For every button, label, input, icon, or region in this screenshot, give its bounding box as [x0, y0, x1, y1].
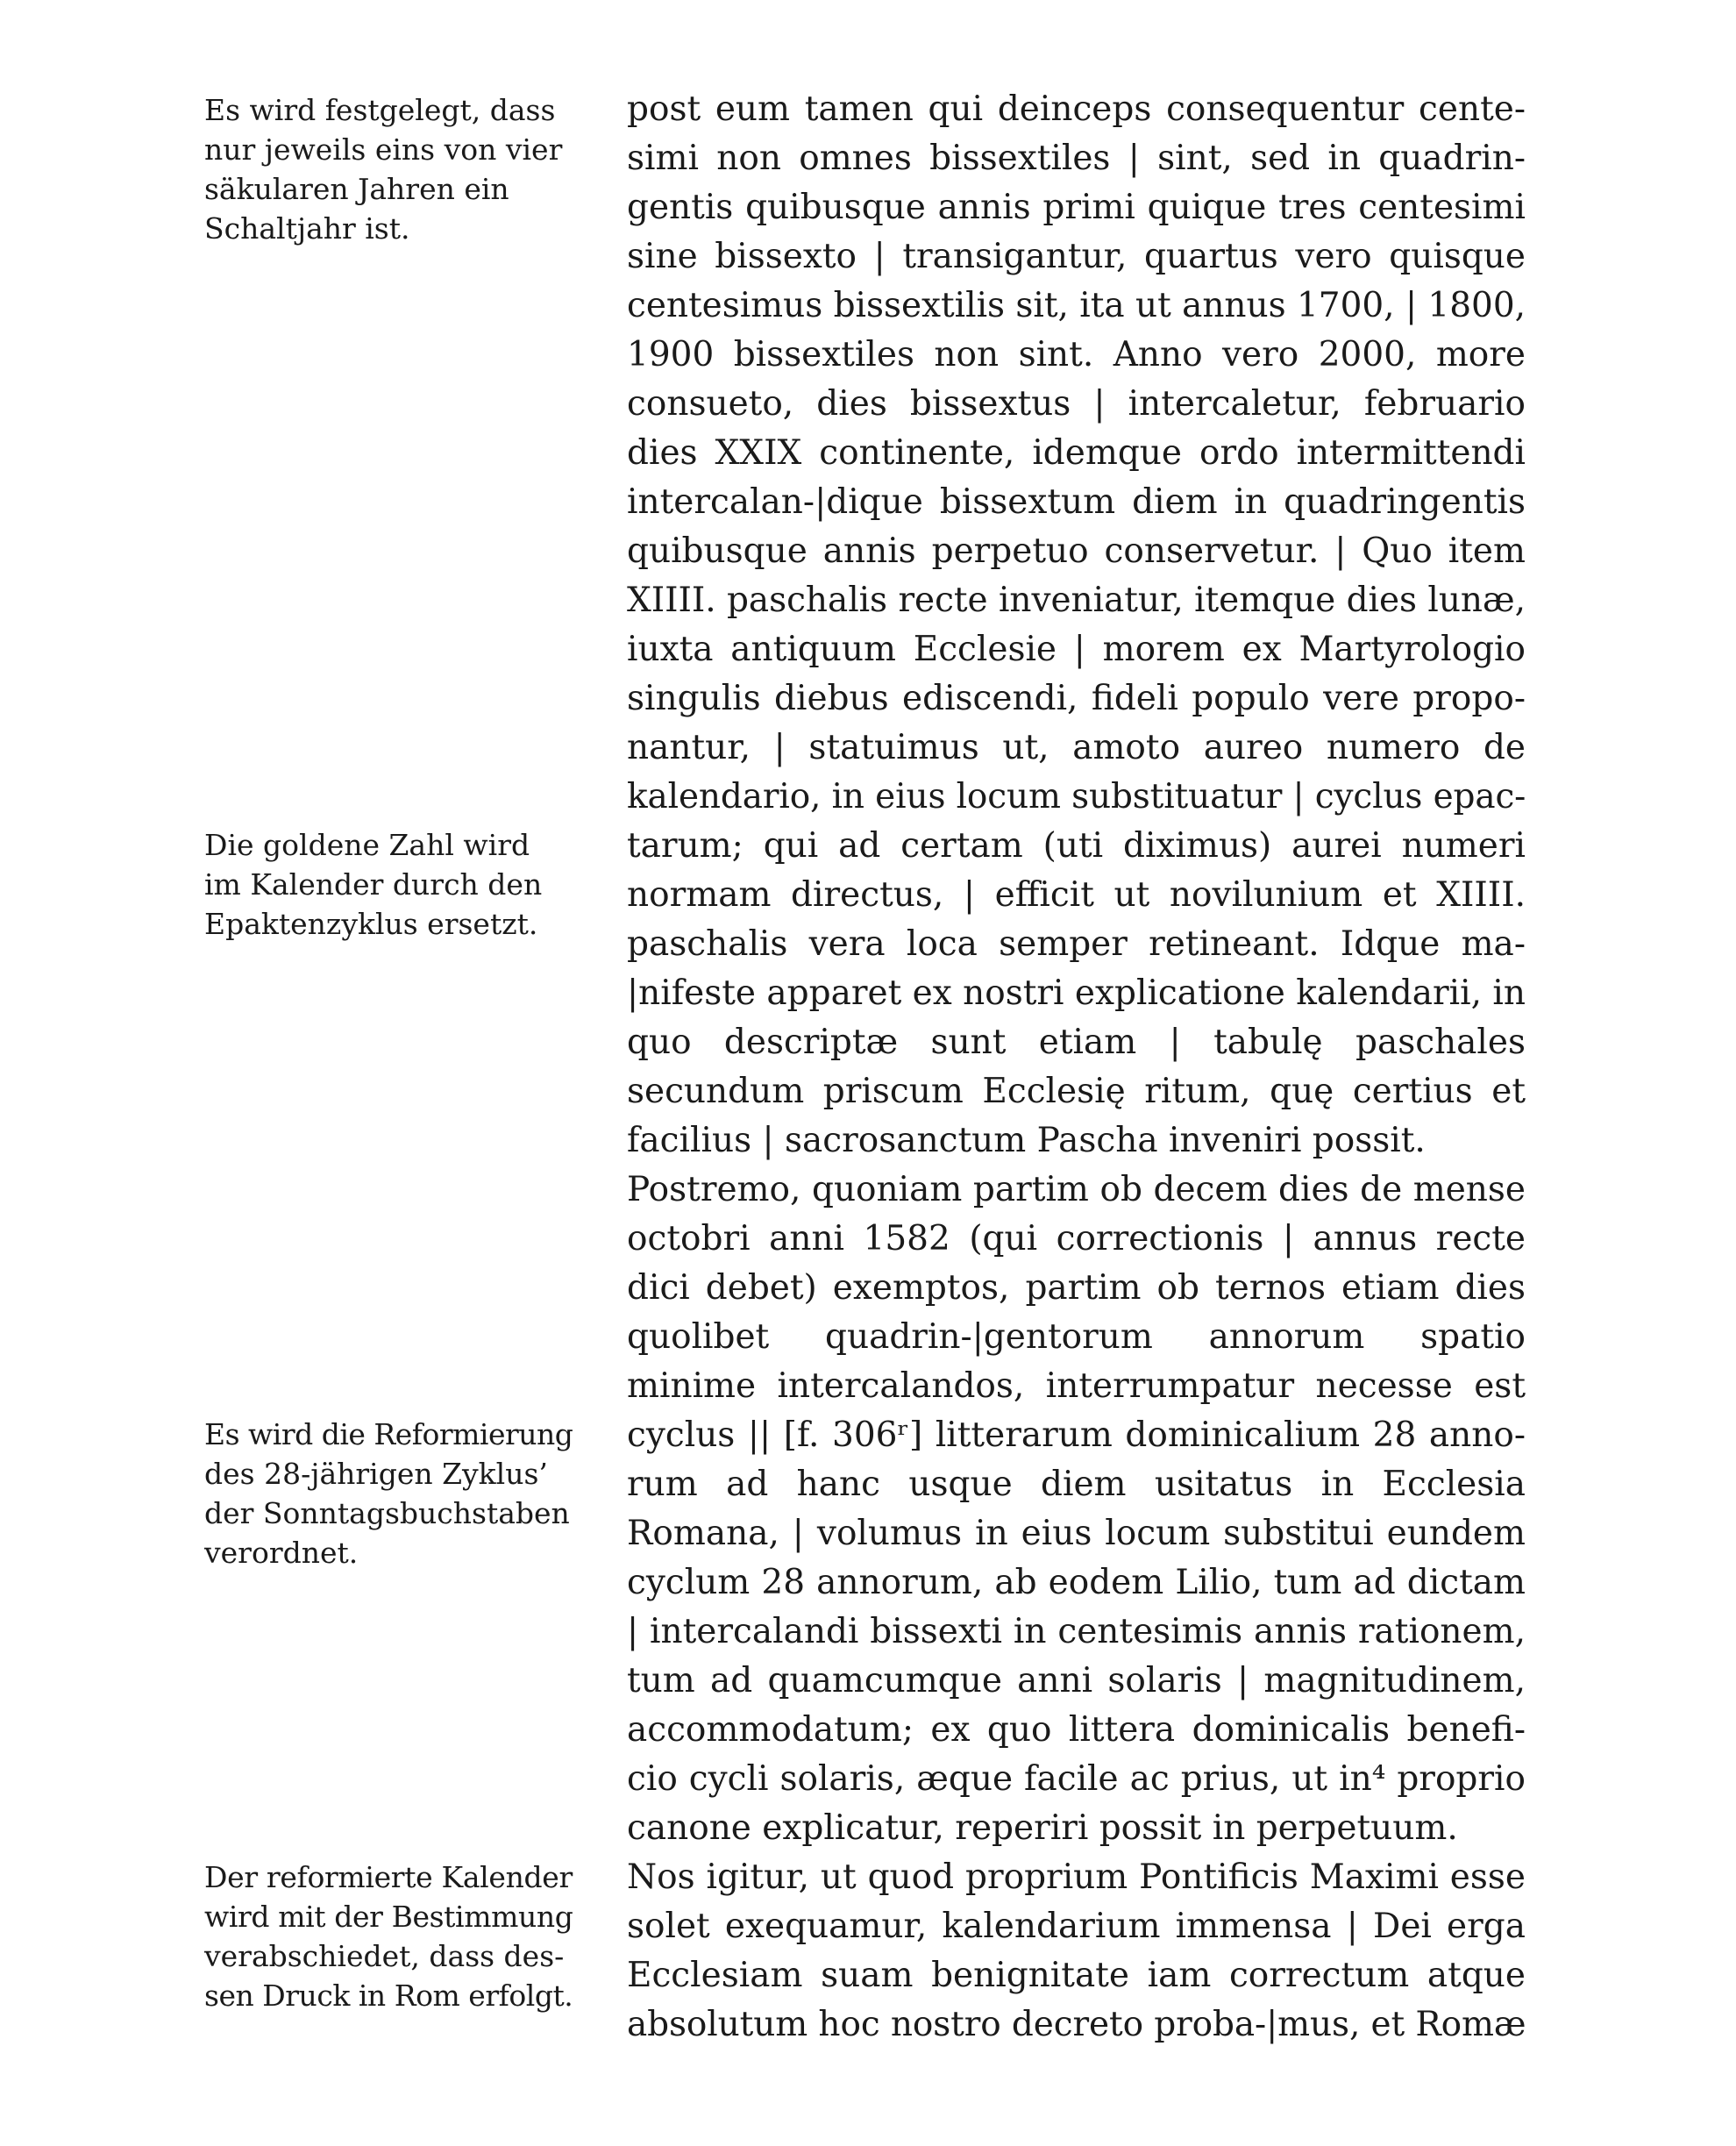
text-line: absolutum hoc nostro decreto proba-|mus, et Romæ [627, 2005, 1526, 2044]
text-line: quolibet quadrin-|gentorum annorum spatio [627, 1317, 1526, 1357]
text-line: quo descriptæ sunt etiam | tabulę paschales [627, 1023, 1526, 1062]
text-line: solet exequamur, kalendarium immensa | Dei erga [627, 1907, 1526, 1946]
text-line: cyclus || [f. 306ʳ] litterarum dominicalium 28 anno- [627, 1415, 1526, 1455]
sidenote-golden-number [204, 825, 573, 944]
text-line: dici debet) exemptos, partim ob ternos etiam dies [627, 1268, 1526, 1308]
text-line: Ecclesiam suam benignitate iam correctum atque [627, 1956, 1526, 1995]
text-line: kalendario, in eius locum substituatur | cyclus epac- [627, 777, 1526, 816]
text-line: Postremo, quoniam partim ob decem dies de mense [627, 1170, 1526, 1209]
sidenote-line: Schaltjahr ist. [204, 211, 410, 246]
text-line: nantur, | statuimus ut, amoto aureo numero de [627, 728, 1526, 767]
sidenote-line: säkularen Jahren ein [204, 172, 509, 206]
text-line: iuxta antiquum Ecclesie | morem ex Martyrologio [627, 630, 1526, 669]
text-line: secundum priscum Ecclesię ritum, quę certius et [627, 1072, 1526, 1111]
text-line: accommodatum; ex quo littera dominicalis benefi- [627, 1710, 1526, 1750]
sidenote-line: der Sonntagsbuchstaben [204, 1496, 570, 1530]
text-line: XIIII. paschalis recte inveniatur, itemque dies lunæ, [627, 581, 1526, 620]
text-line: normam directus, | efficit ut novilunium et XIIII. [627, 875, 1526, 915]
sidenote-line: im Kalender durch den [204, 867, 543, 902]
text-line: cio cycli solaris, æque facile ac prius, ut in⁴ proprio [627, 1759, 1526, 1799]
main-text-column [627, 85, 1526, 2050]
text-line: singulis diebus ediscendi, fideli populo vere propo- [627, 679, 1526, 718]
text-line: canone explicatur, reperiri possit in perpetuum. [627, 1808, 1458, 1848]
sidenote-line: Epaktenzyklus ersetzt. [204, 907, 538, 941]
text-line: rum ad hanc usque diem usitatus in Ecclesia [627, 1465, 1526, 1504]
text-line: simi non omnes bissextiles | sint, sed in quadrin- [627, 139, 1526, 178]
text-line: | intercalandi bissexti in centesimis annis rationem, [627, 1612, 1526, 1651]
text-line: Nos igitur, ut quod proprium Pontificis Maximi esse [627, 1857, 1526, 1897]
text-line: facilius | sacrosanctum Pascha inveniri possit. [627, 1121, 1426, 1160]
text-line: cyclum 28 annorum, ab eodem Lilio, tum ad dictam [627, 1563, 1526, 1602]
sidenote-line: Der reformierte Kalender [204, 1860, 573, 1894]
text-line: quibusque annis perpetuo conservetur. | Quo item [627, 531, 1526, 571]
text-line: tarum; qui ad certam (uti diximus) aurei numeri [627, 826, 1526, 866]
text-line: paschalis vera loca semper retineant. Idque ma- [627, 924, 1526, 964]
sidenote-leap-year [204, 90, 573, 248]
sidenote-dominical-cycle [204, 1415, 573, 1572]
text-line: Romana, | volumus in eius locum substitui eundem [627, 1514, 1526, 1553]
sidenote-line: verordnet. [204, 1536, 359, 1570]
text-line: consueto, dies bissextus | intercaletur, februario [627, 384, 1526, 424]
sidenote-line: Es wird festgelegt, dass [204, 93, 556, 127]
text-line: sine bissexto | transigantur, quartus vero quisque [627, 237, 1526, 276]
text-line: octobri anni 1582 (qui correctionis | annus recte [627, 1219, 1526, 1258]
text-line: dies XXIX continente, idemque ordo intermittendi [627, 433, 1526, 473]
text-line: |nifeste apparet ex nostri explicatione kalendarii, in [627, 973, 1526, 1013]
text-line: tum ad quamcumque anni solaris | magnitudinem, [627, 1661, 1526, 1700]
text-line: post eum tamen qui deinceps consequentur cente- [627, 89, 1526, 129]
sidenote-line: Die goldene Zahl wird [204, 828, 530, 862]
text-line: intercalan-|dique bissextum diem in quadringentis [627, 482, 1526, 522]
text-line: centesimus bissextilis sit, ita ut annus 1700, | 1800, [627, 286, 1526, 325]
sidenote-line: verabschiedet, dass des- [204, 1939, 565, 1973]
text-line: minime intercalandos, interrumpatur necesse est [627, 1366, 1526, 1406]
sidenote-line: des 28-jährigen Zyklus’ [204, 1457, 548, 1491]
text-line: gentis quibusque annis primi quique tres centesimi [627, 188, 1526, 227]
sidenote-calendar-printing [204, 1857, 573, 2015]
text-line: 1900 bissextiles non sint. Anno vero 2000, more [627, 335, 1526, 374]
sidenote-line: sen Druck in Rom erfolgt. [204, 1978, 573, 2013]
sidenote-line: Es wird die Reformierung [204, 1417, 573, 1451]
sidenote-line: wird mit der Bestimmung [204, 1900, 573, 1934]
sidenote-line: nur jeweils eins von vier [204, 132, 563, 167]
